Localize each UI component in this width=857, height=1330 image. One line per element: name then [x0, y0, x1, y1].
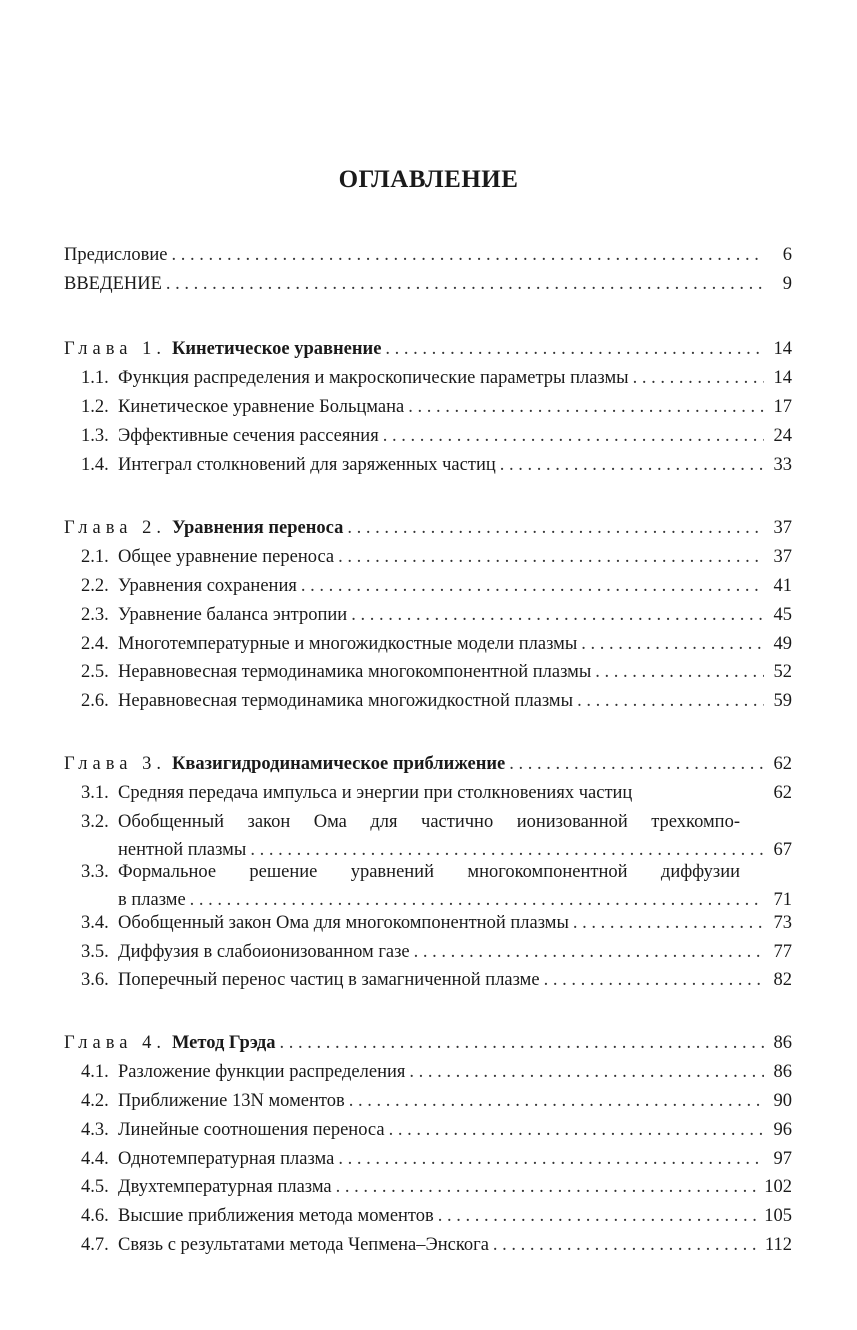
section-number: 3.1. [81, 783, 109, 803]
page-number: 45 [773, 605, 792, 625]
dot-leader [351, 601, 764, 629]
toc-chapter-2[interactable] [64, 514, 792, 542]
toc-chapter-4[interactable] [64, 1029, 792, 1057]
page-number: 33 [773, 455, 792, 475]
section-number: 3.4. [81, 913, 109, 933]
page-number: 52 [773, 662, 792, 682]
dot-leader [171, 241, 764, 269]
dot-leader [409, 1058, 764, 1086]
section-label: Неравновесная термодинамика многожидкостной плазмы [118, 691, 574, 711]
toc-section-4-3[interactable] [81, 1116, 792, 1144]
section-number: 2.2. [81, 576, 109, 596]
toc-section-4-7[interactable] [81, 1231, 792, 1259]
page-number: 112 [764, 1235, 792, 1255]
dot-leader [544, 966, 764, 994]
section-label: Средняя передача импульса и энергии при столкновениях частиц [118, 783, 633, 803]
dot-leader [336, 1173, 761, 1201]
chapter-title: Квазигидродинамическое приближение [171, 754, 506, 774]
section-label: Поперечный перенос частиц в замагниченной плазме [118, 970, 540, 990]
section-label-line-2: в плазме [118, 890, 186, 910]
chapter-title: Метод Грэда [171, 1033, 276, 1053]
section-label: Обобщенный закон Ома для многокомпонентной плазмы [118, 913, 569, 933]
section-number: 1.3. [81, 426, 109, 446]
toc-section-3-3[interactable] [81, 858, 792, 914]
section-label: Разложение функции распределения [118, 1062, 406, 1082]
dot-leader [509, 750, 764, 778]
toc-section-2-5[interactable] [81, 658, 792, 686]
section-number: 1.1. [81, 368, 109, 388]
toc-section-4-6[interactable] [81, 1202, 792, 1230]
section-number: 4.1. [81, 1062, 109, 1082]
page-title: ОГЛАВЛЕНИЕ [338, 166, 519, 193]
section-number: 1.4. [81, 455, 109, 475]
dot-leader [385, 335, 764, 363]
toc-section-2-4[interactable] [81, 630, 792, 658]
entry-label: ВВЕДЕНИЕ [64, 274, 162, 294]
toc-section-2-1[interactable] [81, 543, 792, 571]
dot-leader [493, 1231, 761, 1259]
section-label: Высшие приближения метода моментов [118, 1206, 434, 1226]
section-number: 1.2. [81, 397, 109, 417]
section-label: Кинетическое уравнение Больцмана [118, 397, 405, 417]
page-number: 59 [773, 691, 792, 711]
section-number: 4.6. [81, 1206, 109, 1226]
dot-leader [389, 1116, 764, 1144]
dot-leader [383, 422, 764, 450]
section-label: Многотемпературные и многожидкостные модели плазмы [118, 634, 578, 654]
chapter-prefix: Глава 3. [64, 754, 166, 774]
section-number: 4.3. [81, 1120, 109, 1140]
page-number: 41 [773, 576, 792, 596]
page-number: 71 [773, 890, 792, 910]
page-number: 17 [773, 397, 792, 417]
section-label-line-1: Формальное решение уравнений многокомпонентной диффузии [118, 862, 740, 882]
page-number: 82 [773, 970, 792, 990]
toc-section-4-1[interactable] [81, 1058, 792, 1086]
section-label: Общее уравнение переноса [118, 547, 335, 567]
toc-chapter-3[interactable] [64, 750, 792, 778]
section-label: Двухтемпературная плазма [118, 1177, 332, 1197]
chapter-prefix: Глава 2. [64, 518, 166, 538]
section-label: Однотемпературная плазма [118, 1149, 335, 1169]
section-number: 3.3. [81, 862, 109, 882]
toc-entry-introduction[interactable] [64, 270, 792, 298]
toc-chapter-1[interactable] [64, 335, 792, 363]
toc-section-2-2[interactable] [81, 572, 792, 600]
dot-leader [166, 270, 764, 298]
chapter-prefix: Глава 4. [64, 1033, 166, 1053]
page-number: 9 [782, 274, 792, 294]
dot-leader [633, 364, 764, 392]
section-number: 4.5. [81, 1177, 109, 1197]
section-label: Интеграл столкновений для заряженных частиц [118, 455, 496, 475]
section-number: 3.6. [81, 970, 109, 990]
section-number: 3.5. [81, 942, 109, 962]
section-number: 2.6. [81, 691, 109, 711]
section-label: Эффективные сечения рассеяния [118, 426, 379, 446]
page-number: 37 [773, 547, 792, 567]
page-number: 77 [773, 942, 792, 962]
toc-section-1-4[interactable] [81, 451, 792, 479]
dot-leader [595, 658, 764, 686]
dot-leader [414, 938, 764, 966]
toc-entry-preface[interactable] [64, 241, 792, 269]
dot-leader [279, 1029, 764, 1057]
section-number: 4.7. [81, 1235, 109, 1255]
section-number: 2.4. [81, 634, 109, 654]
section-number: 4.4. [81, 1149, 109, 1169]
section-number: 2.5. [81, 662, 109, 682]
page-number: 62 [773, 754, 792, 774]
section-label-line-1: Обобщенный закон Ома для частично ионизованной трехкомпо- [118, 812, 740, 832]
dot-leader [349, 1087, 764, 1115]
toc-section-2-3[interactable] [81, 601, 792, 629]
toc-section-4-5[interactable] [81, 1173, 792, 1201]
section-number: 2.1. [81, 547, 109, 567]
section-label: Уравнение баланса энтропии [118, 605, 348, 625]
section-number: 4.2. [81, 1091, 109, 1111]
dot-leader [573, 909, 764, 937]
dot-leader [338, 543, 764, 571]
dot-leader [500, 451, 764, 479]
page-number: 6 [782, 245, 792, 265]
section-label: Связь с результатами метода Чепмена–Энскога [118, 1235, 489, 1255]
toc-section-3-4[interactable] [81, 909, 792, 937]
dot-leader [338, 1145, 764, 1173]
toc-section-1-1[interactable] [81, 364, 792, 392]
page-number: 67 [773, 840, 792, 860]
section-label: Диффузия в слабоионизованном газе [118, 942, 410, 962]
toc-section-3-5[interactable] [81, 938, 792, 966]
dot-leader [577, 687, 764, 715]
page-number: 49 [773, 634, 792, 654]
chapter-prefix: Глава 1. [64, 339, 166, 359]
dot-leader [438, 1202, 760, 1230]
section-label: Линейные соотношения переноса [118, 1120, 385, 1140]
toc-section-4-2[interactable] [81, 1087, 792, 1115]
dot-leader [581, 630, 764, 658]
section-label: Неравновесная термодинамика многокомпонентной плазмы [118, 662, 592, 682]
page-number: 102 [764, 1177, 792, 1197]
page-number: 105 [764, 1206, 792, 1226]
page-number: 24 [773, 426, 792, 446]
section-label: Функция распределения и макроскопические параметры плазмы [118, 368, 629, 388]
toc-section-1-2[interactable] [81, 393, 792, 421]
dot-leader [408, 393, 764, 421]
dot-leader [301, 572, 764, 600]
page-number: 37 [773, 518, 792, 538]
page-number: 86 [773, 1062, 792, 1082]
page-number: 86 [773, 1033, 792, 1053]
section-number: 2.3. [81, 605, 109, 625]
page-number: 73 [773, 913, 792, 933]
toc-section-2-6[interactable] [81, 687, 792, 715]
section-label: Уравнения сохранения [118, 576, 297, 596]
toc-section-4-4[interactable] [81, 1145, 792, 1173]
toc-section-3-6[interactable] [81, 966, 792, 994]
chapter-title: Уравнения переноса [171, 518, 344, 538]
section-number: 3.2. [81, 812, 109, 832]
entry-label: Предисловие [64, 245, 168, 265]
page-number: 14 [773, 368, 792, 388]
page-number: 96 [773, 1120, 792, 1140]
toc-section-1-3[interactable] [81, 422, 792, 450]
page-number: 97 [773, 1149, 792, 1169]
chapter-title: Кинетическое уравнение [171, 339, 382, 359]
dot-leader [347, 514, 764, 542]
toc-section-3-2[interactable] [81, 808, 792, 864]
toc-section-3-1[interactable] [81, 779, 792, 807]
page-number: 90 [773, 1091, 792, 1111]
page-number: 62 [773, 783, 792, 803]
section-label: Приближение 13N моментов [118, 1091, 345, 1111]
page-number: 14 [773, 339, 792, 359]
section-label-line-2: нентной плазмы [118, 840, 247, 860]
